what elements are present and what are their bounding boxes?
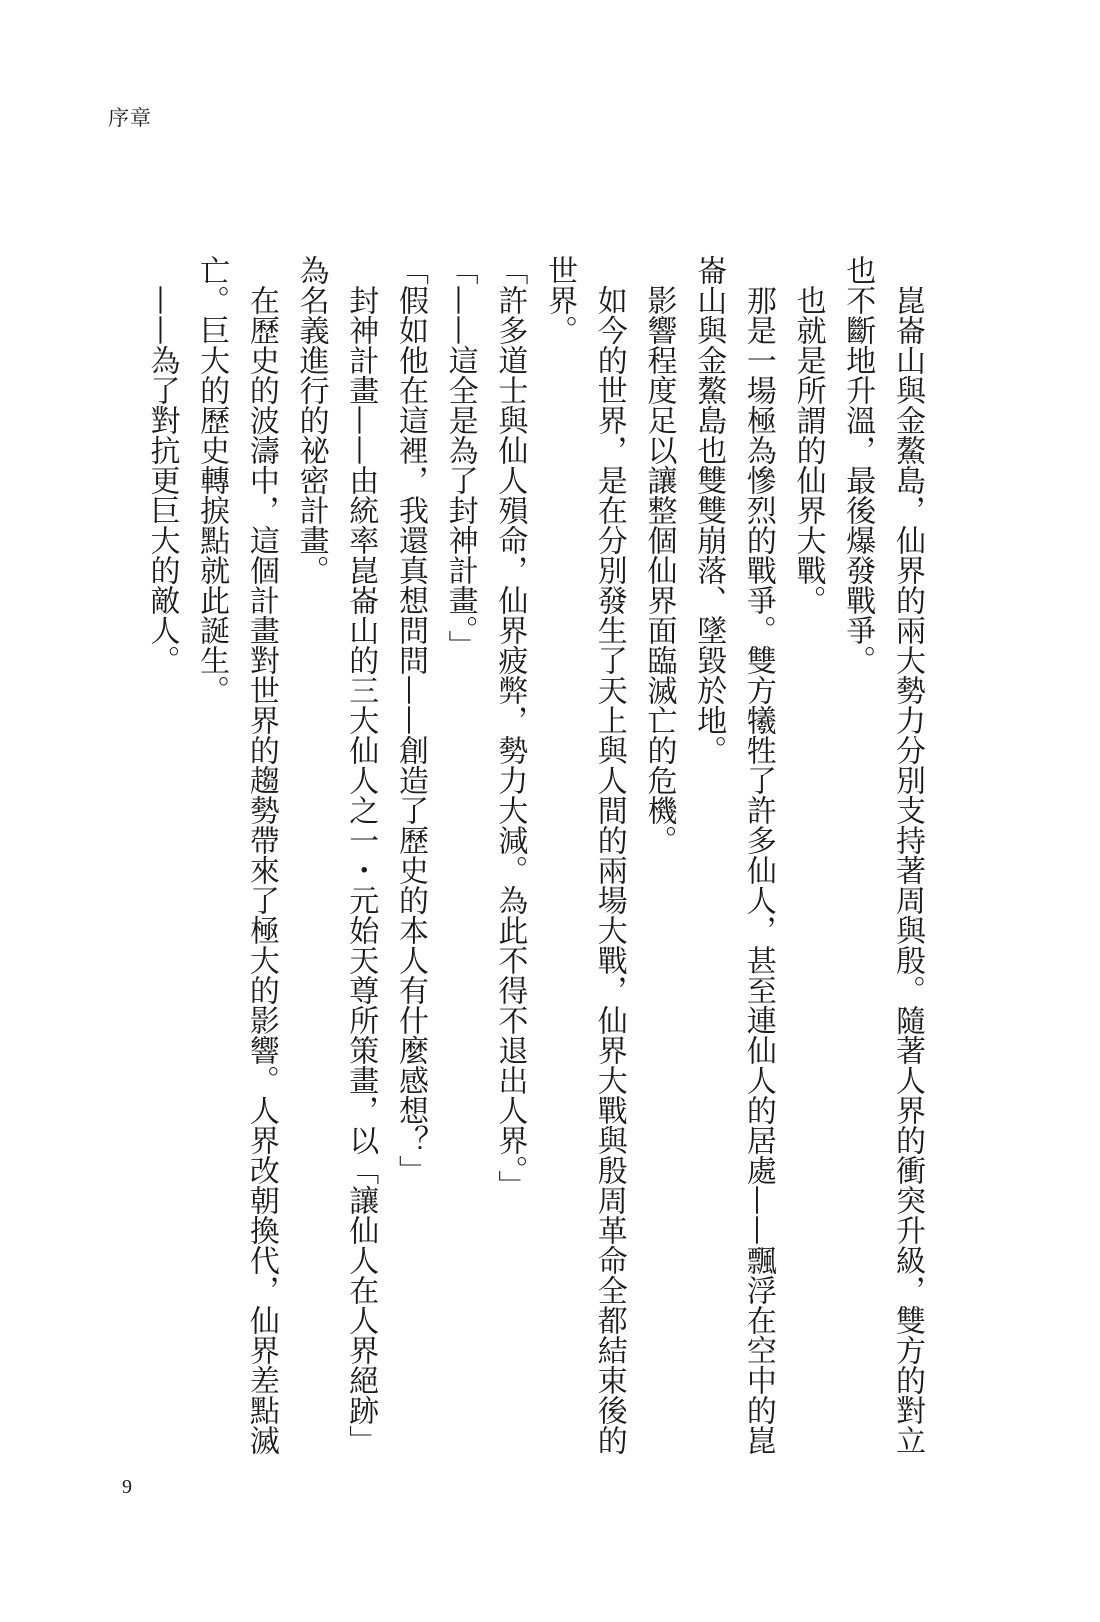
text-column: 崙山與金鰲島也雙雙崩落、墜毀於地。 [691, 255, 727, 765]
text-column: ——為了對抗更巨大的敵人。 [144, 285, 180, 675]
text-column: 封神計畫——由統率崑崙山的三大仙人之一・元始天尊所策畫，以「讓仙人在人界絕跡」 [343, 285, 379, 1455]
text-column: 「假如他在這裡，我還真想問問——創造了歷史的本人有什麼感想？」 [392, 255, 428, 1185]
text-column: 「——這全是為了封神計畫。」 [442, 255, 478, 660]
text-column: 「許多道士與仙人殞命，仙界疲弊，勢力大減。為此不得不退出人界。」 [492, 255, 528, 1200]
text-column: 為名義進行的祕密計畫。 [293, 255, 329, 585]
vertical-body-text [137, 255, 932, 1455]
chapter-title: 序章 [108, 106, 152, 130]
text-column: 也就是所謂的仙界大戰。 [790, 285, 826, 615]
text-column: 影響程度足以讓整個仙界面臨滅亡的危機。 [641, 285, 677, 855]
text-column: 世界。 [542, 255, 578, 345]
text-column: 那是一場極為慘烈的戰爭。雙方犧牲了許多仙人，甚至連仙人的居處——飄浮在空中的崑 [740, 285, 776, 1455]
text-column: 在歷史的波濤中，這個計畫對世界的趨勢帶來了極大的影響。人界改朝換代，仙界差點滅 [243, 285, 279, 1455]
text-column: 崑崙山與金鰲島，仙界的兩大勢力分別支持著周與殷。隨著人界的衝突升級，雙方的對立 [890, 285, 925, 1455]
text-column: 亡。巨大的歷史轉捩點就此誕生。 [194, 255, 230, 705]
page-number: 9 [122, 1476, 132, 1498]
text-column: 也不斷地升溫，最後爆發戰爭。 [840, 255, 876, 675]
text-column: 如今的世界，是在分別發生了天上與人間的兩場大戰，仙界大戰與殷周革命全都結束後的 [591, 285, 627, 1455]
